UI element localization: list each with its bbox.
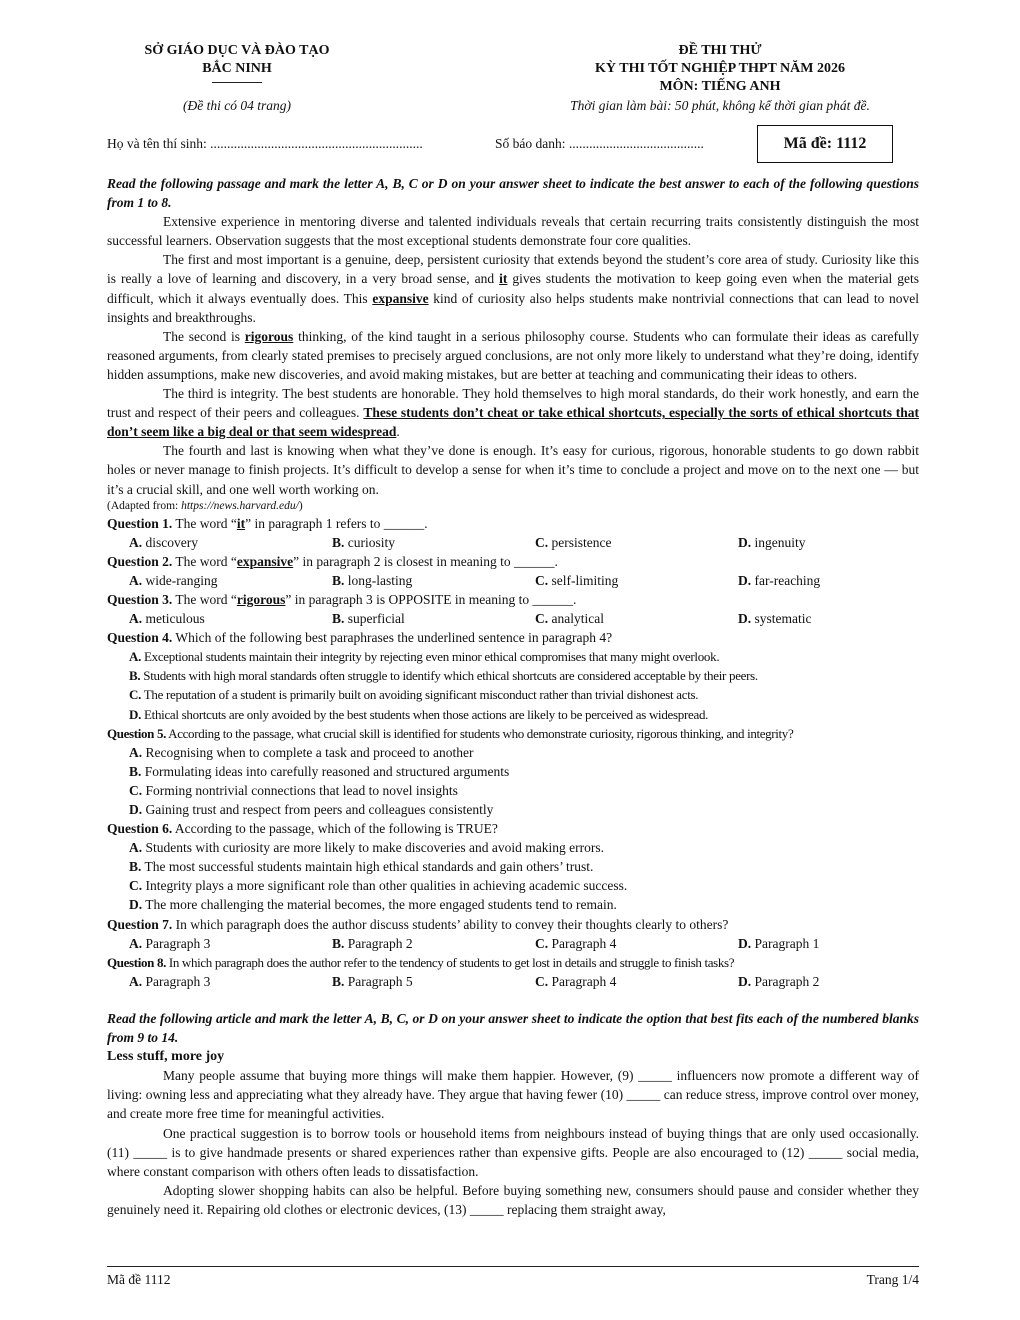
option-b[interactable]: B. curiosity (332, 534, 396, 550)
option-b[interactable]: B. Students with high moral standards often struggle to identify which ethical shortcuts are considered acceptable by their peers. (129, 668, 758, 684)
question-keyword: expansive (236, 553, 294, 569)
question-2 (107, 552, 919, 571)
option-d[interactable]: D. Ethical shortcuts are only avoided by the best students when those actions are likely to be perceived as widespread. (129, 706, 709, 722)
question-label: Question 8. (107, 954, 166, 970)
article-paragraph-3: Adopting slower shopping habits can also be helpful. Before buying something new, consumers should pause and consider whether they genuinely need it. Repairing old clothes or electronic devices, (13) _____ replacing them straight away, (107, 1182, 919, 1217)
question-text: ” in paragraph 3 is OPPOSITE in meaning to ______. (285, 591, 577, 607)
section1-instruction: Read the following passage and mark the letter A, B, C or D on your answer sheet to indicate the best answer to each of the following questions from 1 to 8. (107, 176, 919, 211)
exam-title-1: ĐỀ THI THỬ (678, 43, 762, 58)
pages-note: (Đề thi có 04 trang) (183, 98, 291, 113)
option-c[interactable]: C. Integrity plays a more significant role than other qualities in achieving academic success. (129, 878, 628, 894)
passage-paragraph-1: Extensive experience in mentoring diverse and talented individuals reveals that certain recurring traits consistently distinguish the most successful learners. Observation suggests that the most exceptional students demonstrate four core qualities. (107, 214, 919, 249)
exam-title-block (520, 42, 920, 96)
article-paragraph-2: One practical suggestion is to borrow tools or household items from neighbours instead of buying things that are only used occasionally. (11) _____ is to give handmade presents or shared experiences rather than expensive gifts. People are also encouraged to (12) _____ social media, where constant comparison with others often leads to dissatisfaction. (107, 1125, 919, 1179)
question-2-options (107, 571, 919, 590)
question-3 (107, 590, 919, 609)
question-7 (107, 915, 919, 934)
question-label: Question 6. (107, 821, 173, 837)
question-text: In which paragraph does the author discuss students’ ability to convey their thoughts clearly to others? (172, 916, 729, 932)
question-label: Question 3. (107, 591, 173, 607)
question-text: The word “ (172, 591, 237, 607)
source-url: https://news.harvard.edu/ (181, 499, 299, 512)
passage-text: The first and most important is a genuine, deep, persistent curiosity that extends beyond the student’s core area of study. Curiosity like this is really a love of learning and discovery, in a very broad sense, and (107, 252, 919, 287)
option-a[interactable]: A. Exceptional students maintain their integrity by rejecting even minor ethical compromises that many might overlook. (129, 649, 720, 665)
question-label: Question 1. (107, 515, 173, 531)
footer-divider (107, 1266, 919, 1267)
option-c[interactable]: C. Paragraph 4 (535, 935, 617, 951)
option-d[interactable]: D. systematic (738, 611, 812, 627)
question-label: Question 4. (107, 630, 173, 646)
department-line-1: SỞ GIÁO DỤC VÀ ĐÀO TẠO (144, 43, 330, 58)
passage-text: . (396, 424, 400, 440)
question-1-options (107, 533, 919, 552)
option-a[interactable]: A. Paragraph 3 (129, 935, 211, 951)
option-d[interactable]: D. Paragraph 1 (738, 935, 820, 951)
passage-paragraph-3 (107, 327, 919, 384)
question-1 (107, 514, 919, 533)
option-d[interactable]: D. The more challenging the material becomes, the more engaged students tend to remain. (129, 897, 617, 913)
passage-text: gives students the motivation to keep going even when the material gets difficult, which it always eventually does. This (107, 271, 919, 306)
passage-text: The third is integrity. The best students are honorable. They hold themselves to high moral standards, do their work honestly, and earn the trust and respect of their peers and colleagues. (107, 386, 919, 421)
footer-page-number: Trang 1/4 (866, 1272, 919, 1287)
question-keyword: rigorous (236, 591, 286, 607)
question-label: Question 5. (107, 725, 166, 741)
option-a[interactable]: A. Paragraph 3 (129, 973, 211, 989)
passage-text: kind of curiosity also helps students make nontrivial connections that can lead to novel insights and breakthroughs. (107, 290, 919, 325)
option-b[interactable]: B. Formulating ideas into carefully reasoned and structured arguments (129, 763, 510, 779)
option-b[interactable]: B. Paragraph 5 (332, 973, 413, 989)
exam-time: Thời gian làm bài: 50 phút, không kể thời gian phát đề. (570, 98, 870, 113)
question-text: According to the passage, which of the following is TRUE? (172, 821, 498, 837)
header-divider-left (212, 82, 262, 83)
source-prefix: (Adapted from: (107, 499, 182, 512)
option-a[interactable]: A. wide-ranging (129, 572, 218, 588)
option-d[interactable]: D. Paragraph 2 (738, 973, 820, 989)
source-citation (107, 499, 919, 514)
option-c[interactable]: C. persistence (535, 534, 612, 550)
option-d[interactable]: D. Gaining trust and respect from peers and colleagues consistently (129, 802, 494, 817)
option-b[interactable]: B. The most successful students maintain high ethical standards and gain others’ trust. (129, 859, 594, 875)
question-text: In which paragraph does the author refer to the tendency of students to get lost in details and struggle to finish tasks? (166, 954, 735, 970)
question-label: Question 2. (107, 553, 173, 569)
department-line-2: BẮC NINH (202, 61, 272, 76)
option-c[interactable]: C. Paragraph 4 (535, 973, 617, 989)
exam-title-2: KỲ THI TỐT NGHIỆP THPT NĂM 2026 (595, 61, 845, 76)
section2-instruction: Read the following article and mark the letter A, B, C, or D on your answer sheet to indicate the option that best fits each of the numbered blanks from 9 to 14. (107, 1010, 919, 1046)
question-5 (107, 724, 919, 743)
option-c[interactable]: C. Forming nontrivial connections that lead to novel insights (129, 782, 458, 798)
question-3-options (107, 609, 919, 628)
department-name (112, 42, 362, 78)
question-keyword: it (236, 515, 246, 531)
question-text: The word “ (172, 553, 237, 569)
passage-text: The second is (163, 328, 245, 344)
option-b[interactable]: B. Paragraph 2 (332, 935, 413, 951)
option-c[interactable]: C. analytical (535, 611, 604, 627)
question-7-options (107, 934, 919, 953)
question-text: ” in paragraph 2 is closest in meaning to ______. (293, 553, 558, 569)
footer-exam-code: Mã đề 1112 (107, 1272, 171, 1287)
passage-text: thinking, of the kind taught in a serious philosophy course. Students who can formulate their ideas as carefully reasoned arguments, from clearly stated premises to precisely argued conclusions, are not only more likely to understand what they’re doing, identify hidden assumptions, make new discoveries, and avoid making mistakes, but are better at teaching and communicating their ideas to others. (107, 328, 920, 382)
article-title: Less stuff, more joy (107, 1049, 225, 1065)
student-id-field: Số báo danh: ........................................ (495, 136, 704, 151)
option-d[interactable]: D. far-reaching (738, 572, 821, 588)
option-a[interactable]: A. Recognising when to complete a task and proceed to another (129, 744, 474, 760)
underlined-word-rigorous: rigorous (244, 328, 294, 344)
question-8 (107, 953, 919, 972)
question-label: Question 7. (107, 916, 173, 932)
question-text: The word “ (172, 515, 237, 531)
question-text: According to the passage, what crucial skill is identified for students who demonstrate curiosity, rigorous thinking, and integrity? (166, 725, 794, 741)
option-b[interactable]: B. long-lasting (332, 572, 413, 588)
passage-paragraph-5: The fourth and last is knowing when what they’ve done is enough. It’s easy for curious, rigorous, honorable students to go down rabbit holes or never manage to finish projects. It’s difficult to develop a sense for when it’s time to conclude a project and move on to the next one — but it’s a crucial skill, and one well worth working on. (107, 443, 919, 497)
underlined-word-it: it (499, 271, 508, 287)
question-text: Which of the following best paraphrases the underlined sentence in paragraph 4? (172, 630, 613, 646)
option-c[interactable]: C. self-limiting (535, 572, 619, 588)
underlined-sentence: These students don’t cheat or take ethical shortcuts, especially the sorts of ethical shortcuts that don’t seem like a big deal or that seem widespread (107, 405, 919, 440)
underlined-word-expansive: expansive (372, 290, 429, 306)
question-4 (107, 628, 919, 647)
question-8-options (107, 972, 919, 991)
option-d[interactable]: D. ingenuity (738, 534, 806, 550)
option-a[interactable]: A. discovery (129, 534, 198, 550)
option-c[interactable]: C. The reputation of a student is primarily built on avoiding significant misconduct rather than trivial dishonest acts. (129, 687, 699, 703)
passage-paragraph-2 (107, 250, 919, 326)
exam-subject: MÔN: TIẾNG ANH (659, 79, 781, 94)
passage-paragraph-4 (107, 384, 919, 441)
question-text: ” in paragraph 1 refers to ______. (245, 515, 428, 531)
option-a[interactable]: A. meticulous (129, 611, 205, 627)
question-6 (107, 819, 919, 838)
article-paragraph-1: Many people assume that buying more things will make them happier. However, (9) _____ influencers now promote a different way of living: owning less and appreciating what they already have. They argue that having fewer (10) _____ can reduce stress, improve control over money, and create more free time for meaningful activities. (107, 1068, 919, 1122)
section-gap (107, 991, 919, 1009)
exam-code-box: Mã đề: 1112 (757, 125, 893, 163)
option-b[interactable]: B. superficial (332, 611, 405, 627)
student-name-field: Họ và tên thí sinh: ............................................................... (107, 136, 423, 151)
exam-content (107, 174, 919, 1219)
source-suffix: ) (298, 499, 303, 512)
option-a[interactable]: A. Students with curiosity are more likely to make discoveries and avoid making errors. (129, 840, 605, 856)
